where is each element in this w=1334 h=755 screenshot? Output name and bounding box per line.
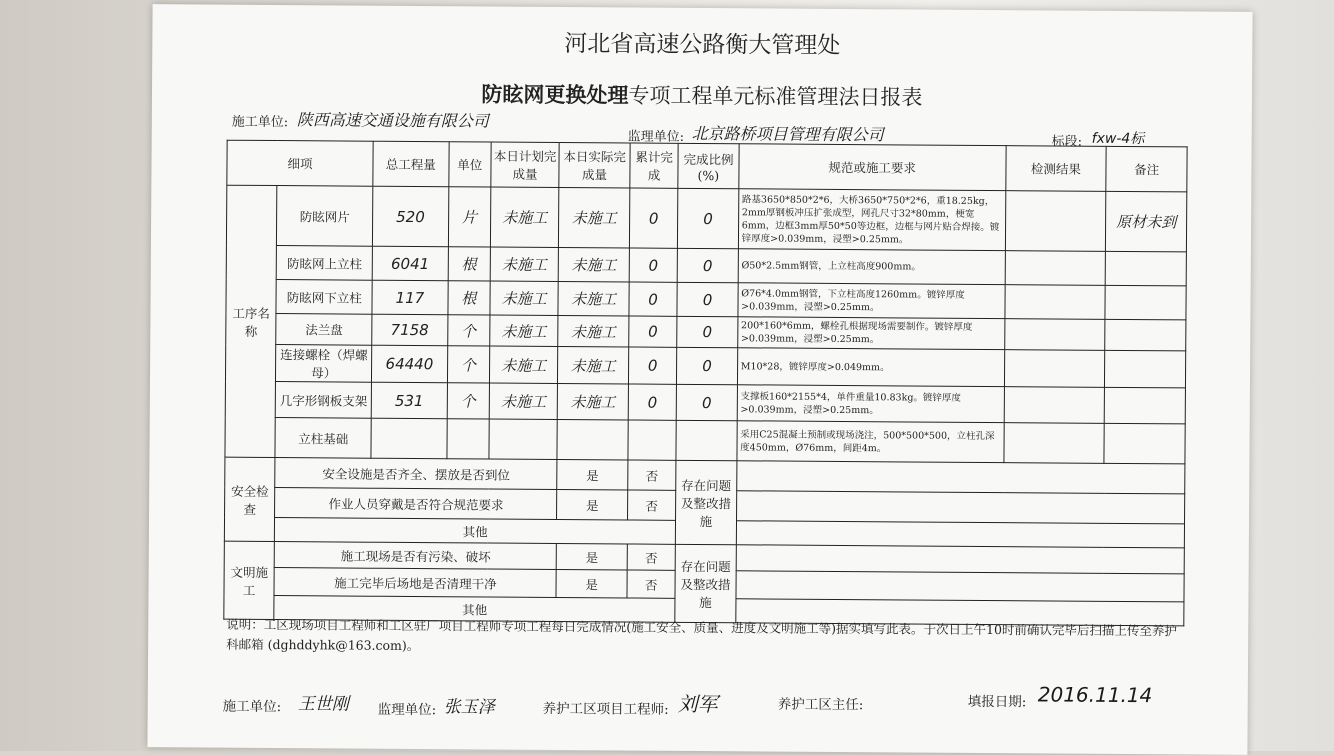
row-remark bbox=[1104, 423, 1185, 464]
row-spec: 支撑板160*2155*4，单件重量10.83kg。镀锌厚度>0.039mm，浸塑>0.25mm。 bbox=[737, 385, 1004, 423]
col-result: 检测结果 bbox=[1005, 146, 1106, 192]
row-result bbox=[1004, 319, 1105, 351]
table-header-row bbox=[227, 140, 1187, 192]
safety-issue-line bbox=[736, 461, 1185, 494]
col-spec: 规范或施工要求 bbox=[739, 144, 1006, 191]
row-plan: 未施工 bbox=[490, 187, 559, 247]
row-unit: 根 bbox=[448, 247, 491, 281]
footer-supervision-label: 监理单位: bbox=[377, 701, 437, 719]
work-table bbox=[223, 140, 1187, 627]
footer-director-label: 养护工区主任: bbox=[777, 696, 864, 714]
row-item: 连接螺栓（焊螺母） bbox=[276, 345, 372, 383]
safety-yes: 是 bbox=[557, 460, 628, 490]
process-group-label: 工序名称 bbox=[225, 185, 277, 457]
row-unit: 个 bbox=[447, 383, 490, 419]
row-cumulative: 0 bbox=[628, 347, 677, 384]
col-cumulative: 累计完成 bbox=[630, 143, 679, 188]
row-cumulative: 0 bbox=[628, 384, 677, 420]
civil-other: 其他 bbox=[274, 596, 675, 623]
row-plan bbox=[489, 419, 558, 459]
row-cumulative: 0 bbox=[629, 188, 678, 248]
row-item: 防眩网片 bbox=[277, 186, 373, 247]
col-actual: 本日实际完成量 bbox=[559, 143, 630, 188]
row-unit: 个 bbox=[447, 315, 490, 346]
safety-no: 否 bbox=[628, 460, 677, 490]
footer-construction-signature: 王世刚 bbox=[297, 694, 349, 715]
row-unit: 个 bbox=[447, 346, 490, 383]
supervision-unit-label: 监理单位: bbox=[627, 129, 685, 145]
safety-issue-line bbox=[736, 491, 1185, 524]
row-remark bbox=[1105, 285, 1186, 320]
civil-yes: 是 bbox=[557, 544, 628, 570]
row-ratio: 0 bbox=[678, 188, 739, 248]
safety-question: 安全设施是否齐全、摆放是否到位 bbox=[275, 458, 557, 490]
col-plan: 本日计划完成量 bbox=[491, 142, 560, 187]
row-ratio: 0 bbox=[677, 282, 738, 316]
row-result bbox=[1005, 285, 1106, 320]
row-remark bbox=[1105, 319, 1186, 351]
section-label: 标段: bbox=[1051, 134, 1083, 150]
row-actual: 未施工 bbox=[558, 282, 629, 316]
row-ratio: 0 bbox=[677, 347, 738, 384]
report-title-rest: 专项工程单元标准管理法日报表 bbox=[628, 83, 923, 110]
safety-other: 其他 bbox=[275, 518, 676, 545]
civil-issue-label: 存在问题及整改措施 bbox=[675, 544, 736, 622]
civil-group-label: 文明施工 bbox=[224, 541, 275, 619]
row-ratio bbox=[676, 420, 737, 460]
footer-supervision-signature: 张玉泽 bbox=[443, 697, 495, 718]
row-actual: 未施工 bbox=[559, 188, 630, 248]
safety-issue-label: 存在问题及整改措施 bbox=[676, 460, 737, 544]
row-spec: Ø50*2.5mm钢管，上立柱高度900mm。 bbox=[738, 249, 1005, 285]
row-total: 7158 bbox=[372, 314, 448, 346]
civil-issue-line bbox=[736, 571, 1185, 602]
row-ratio: 0 bbox=[677, 316, 738, 347]
section-value: fxw-4标 bbox=[1091, 130, 1145, 148]
row-total: 520 bbox=[372, 186, 448, 247]
table-row bbox=[225, 417, 1185, 464]
col-remark: 备注 bbox=[1106, 146, 1187, 192]
row-plan: 未施工 bbox=[489, 383, 558, 419]
col-ratio: 完成比例(%) bbox=[678, 143, 739, 188]
row-actual: 未施工 bbox=[559, 248, 630, 282]
footer-construction-label: 施工单位: bbox=[222, 698, 282, 716]
report-title-emphasis: 防眩网更换处理 bbox=[481, 82, 629, 108]
row-total bbox=[371, 418, 447, 459]
safety-issue-line bbox=[736, 521, 1184, 548]
row-item: 立柱基础 bbox=[275, 418, 371, 459]
row-spec: 路基3650*850*2*6，大桥3650*750*2*6，重18.25kg，2mm厚钢板冲压扩张成型，网孔尺寸32*80mm，梗宽6mm，边框3mm厚50*50等边框，边框与网片贴合焊接。镀锌厚度>0.039mm，浸塑>0.25mm。 bbox=[738, 189, 1005, 251]
safety-no: 否 bbox=[627, 490, 676, 520]
col-total: 总工程量 bbox=[373, 141, 449, 187]
row-spec: Ø76*4.0mm钢管，下立柱高度1260mm。镀锌厚度>0.039mm，浸塑>0.25mm。 bbox=[738, 283, 1005, 319]
civil-question: 施工现场是否有污染、破坏 bbox=[275, 542, 557, 570]
row-remark: 原材未到 bbox=[1106, 191, 1187, 252]
row-plan: 未施工 bbox=[489, 346, 558, 383]
row-actual: 未施工 bbox=[558, 384, 629, 420]
col-item: 细项 bbox=[227, 140, 373, 186]
row-cumulative bbox=[628, 420, 677, 460]
row-total: 531 bbox=[371, 382, 447, 419]
row-ratio: 0 bbox=[676, 384, 737, 420]
construction-unit-value: 陕西高速交通设施有限公司 bbox=[296, 110, 489, 131]
row-result bbox=[1005, 251, 1106, 286]
row-remark bbox=[1105, 350, 1186, 388]
safety-question: 作业人员穿戴是否符合规范要求 bbox=[275, 488, 557, 520]
row-item: 法兰盘 bbox=[276, 314, 372, 346]
row-remark bbox=[1105, 251, 1186, 286]
row-result bbox=[1005, 191, 1106, 252]
footer-date-label: 填报日期: bbox=[967, 693, 1027, 711]
row-item: 几字形钢板支架 bbox=[276, 382, 372, 419]
col-unit: 单位 bbox=[448, 142, 491, 187]
row-unit bbox=[447, 419, 490, 459]
row-total: 117 bbox=[372, 280, 448, 315]
civil-no: 否 bbox=[627, 570, 676, 598]
row-spec: 200*160*6mm，螺栓孔根据现场需要制作。镀锌厚度>0.039mm，浸塑>0.25mm。 bbox=[737, 317, 1004, 350]
civil-issue-line bbox=[736, 545, 1184, 574]
row-remark bbox=[1105, 387, 1186, 424]
row-plan: 未施工 bbox=[490, 315, 559, 346]
row-unit: 片 bbox=[448, 187, 491, 247]
civil-no: 否 bbox=[627, 544, 676, 570]
row-spec: M10*28，镀锌厚度>0.049mm。 bbox=[737, 348, 1004, 387]
row-unit: 根 bbox=[448, 281, 491, 315]
row-cumulative: 0 bbox=[629, 248, 678, 282]
row-total: 64440 bbox=[372, 345, 448, 383]
footer-engineer-label: 养护工区项目工程师: bbox=[542, 700, 669, 718]
row-ratio: 0 bbox=[677, 248, 738, 282]
row-actual: 未施工 bbox=[558, 347, 629, 384]
daily-report-sheet bbox=[147, 4, 1252, 755]
row-actual bbox=[557, 420, 628, 460]
civil-yes: 是 bbox=[556, 570, 627, 598]
footer-date-value: 2016.11.14 bbox=[1037, 682, 1153, 708]
authority-title: 河北省高速公路衡大管理处 bbox=[564, 31, 841, 59]
table-row bbox=[226, 185, 1186, 252]
row-actual: 未施工 bbox=[558, 316, 629, 347]
row-result bbox=[1004, 350, 1105, 388]
row-result bbox=[1004, 387, 1105, 424]
row-cumulative: 0 bbox=[629, 316, 678, 347]
row-result bbox=[1004, 423, 1105, 464]
row-total: 6041 bbox=[372, 246, 448, 281]
row-spec: 采用C25混凝土预制或现场浇注，500*500*500，立柱孔深度450mm，Ø76mm，间距4m。 bbox=[737, 421, 1004, 463]
safety-yes: 是 bbox=[557, 490, 628, 520]
safety-group-label: 安全检查 bbox=[224, 457, 275, 541]
row-item: 防眩网下立柱 bbox=[276, 280, 372, 315]
row-item: 防眩网上立柱 bbox=[277, 246, 373, 281]
supervision-unit-value: 北京路桥项目管理有限公司 bbox=[691, 123, 884, 145]
footer-engineer-signature: 刘军 bbox=[677, 691, 718, 717]
row-plan: 未施工 bbox=[490, 247, 559, 281]
row-cumulative: 0 bbox=[629, 282, 678, 316]
construction-unit-label: 施工单位: bbox=[231, 114, 289, 131]
note-text: 说明：工区现场项目工程师和工区驻厂项目工程师专项工程每日完成情况(施工安全、质量、进度及文明施工等)据实填写此表。于次日上午10时前确认完毕后扫描上传至养护科邮箱 (dghddyhk@163.com)。 bbox=[226, 616, 1177, 654]
row-plan: 未施工 bbox=[490, 281, 559, 315]
civil-question: 施工完毕后场地是否清理干净 bbox=[274, 568, 556, 598]
